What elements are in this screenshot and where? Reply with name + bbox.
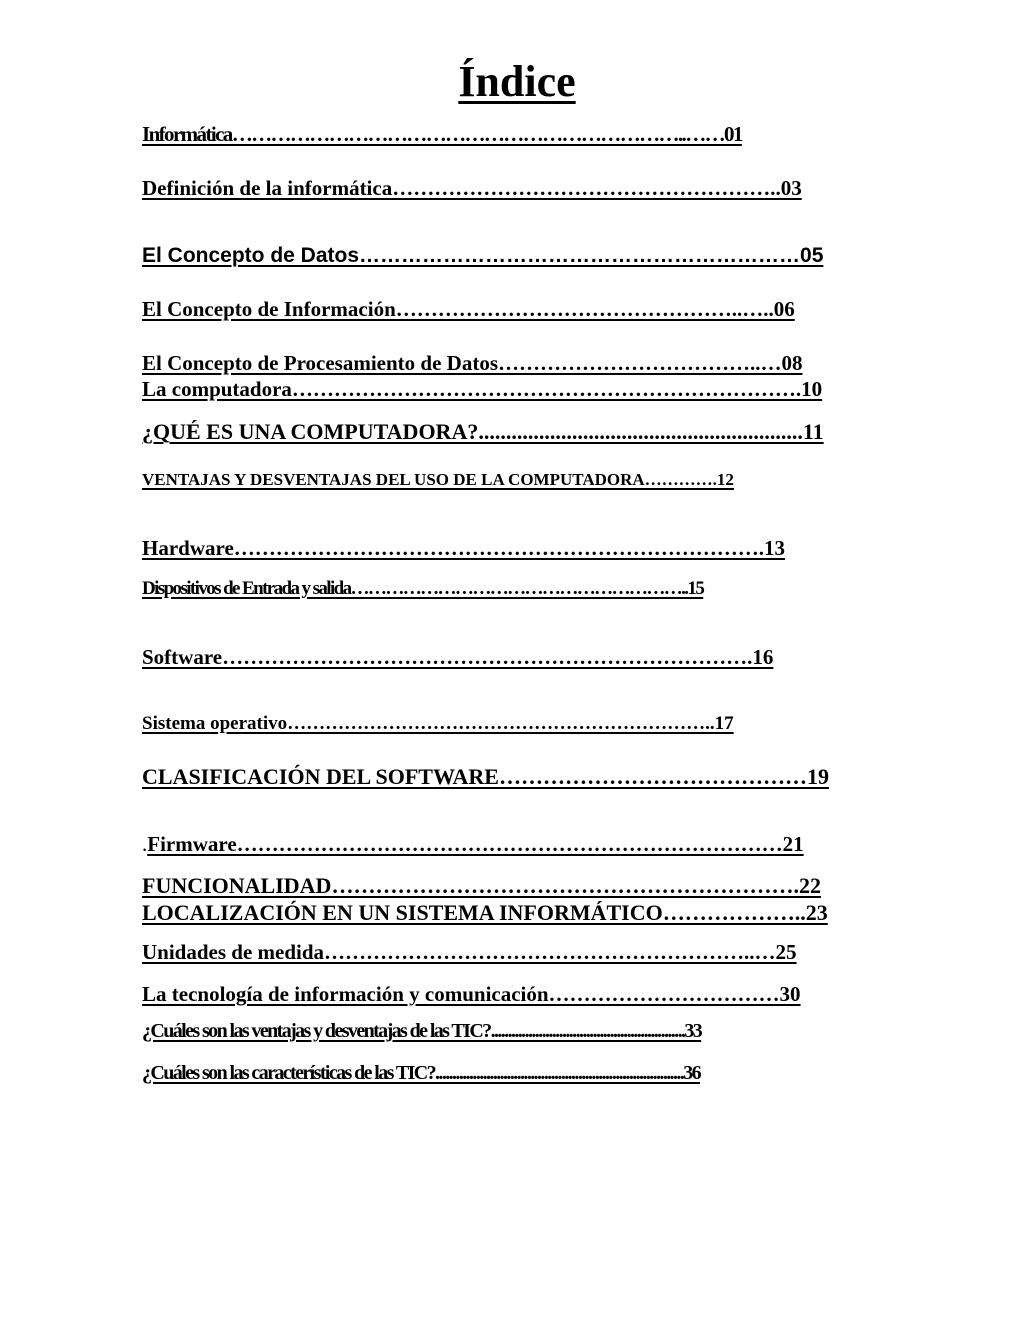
toc-entry-text: FUNCIONALIDAD……………………………………………………….22 xyxy=(142,873,821,898)
toc-entry-text: Unidades de medida……………………………………………………..…25 xyxy=(142,940,797,964)
toc-entry-text: Hardware………………………………………………………………….13 xyxy=(142,536,786,560)
toc-entry-software[interactable] xyxy=(142,645,773,669)
toc-entry-concepto-informacion[interactable] xyxy=(142,297,795,321)
toc-entry-prefix: . xyxy=(142,832,148,856)
toc-entry-dispositivos[interactable] xyxy=(142,578,703,600)
toc-entry-text: Sistema operativo…………………………………………………………..17 xyxy=(142,713,734,734)
toc-entry-text: LOCALIZACIÓN EN UN SISTEMA INFORMÁTICO………………..23 xyxy=(142,900,828,925)
toc-entry-firmware[interactable] xyxy=(142,832,804,856)
page-title: Índice xyxy=(458,57,576,106)
toc-entry-text: CLASIFICACIÓN DEL SOFTWARE……………………………………19 xyxy=(142,764,829,789)
toc-entry-text: Firmware……………………………………………………………………21 xyxy=(147,832,804,856)
toc-entry-concepto-datos[interactable] xyxy=(142,244,823,268)
toc-entry-text: La computadora……………………………………………………………….10 xyxy=(142,377,823,401)
toc-entry-text: ¿Cuáles son las ventajas y desventajas de las TIC?.........................................................33 xyxy=(142,1020,702,1042)
toc-entry-caracteristicas-tic[interactable] xyxy=(142,1062,700,1085)
toc-entry-text: El Concepto de Información…………………………………………..…..06 xyxy=(142,297,795,321)
toc-entry-ventajas-tic[interactable] xyxy=(142,1020,701,1043)
toc-entry-procesamiento-datos[interactable] xyxy=(142,351,803,375)
toc-entry-unidades-medida[interactable] xyxy=(142,940,797,964)
toc-entry-text: La tecnología de información y comunicación……………………………30 xyxy=(142,982,801,1006)
toc-entry-definicion-informatica[interactable] xyxy=(142,176,802,200)
toc-entry-text: Informática……………………………………………………………..……01 xyxy=(142,122,742,146)
toc-entry-text: ¿QUÉ ES UNA COMPUTADORA?...........................................................11 xyxy=(142,419,824,444)
toc-entry-text: El Concepto de Datos………………………………………………………05 xyxy=(142,244,824,267)
toc-entry-funcionalidad[interactable] xyxy=(142,873,821,898)
toc-entry-sistema-operativo[interactable] xyxy=(142,713,734,735)
toc-entry-ventajas-desventajas-computadora[interactable] xyxy=(142,470,734,490)
toc-entry-text: ¿Cuáles son las características de las TIC?.........................................................................36 xyxy=(142,1062,701,1084)
toc-entry-text: Dispositivos de Entrada y salida…………………………………………………..15 xyxy=(142,578,704,599)
toc-entry-clasificacion-software[interactable] xyxy=(142,764,829,789)
toc-entry-que-es-computadora[interactable] xyxy=(142,419,824,444)
toc-entry-computadora[interactable] xyxy=(142,377,822,401)
toc-entry-tecnologia-informacion[interactable] xyxy=(142,982,801,1006)
toc-entry-hardware[interactable] xyxy=(142,536,785,560)
toc-entry-text: Definición de la informática………………………………………………..03 xyxy=(142,176,802,200)
toc-entry-informatica[interactable] xyxy=(142,122,742,146)
toc-entry-localizacion[interactable] xyxy=(142,900,828,925)
toc-entry-text: Software………………………………………………………………….16 xyxy=(142,645,774,669)
toc-entry-text: VENTAJAS Y DESVENTAJAS DEL USO DE LA COMPUTADORA………….12 xyxy=(142,470,734,489)
toc-entry-text: El Concepto de Procesamiento de Datos………………………………..…08 xyxy=(142,351,803,375)
